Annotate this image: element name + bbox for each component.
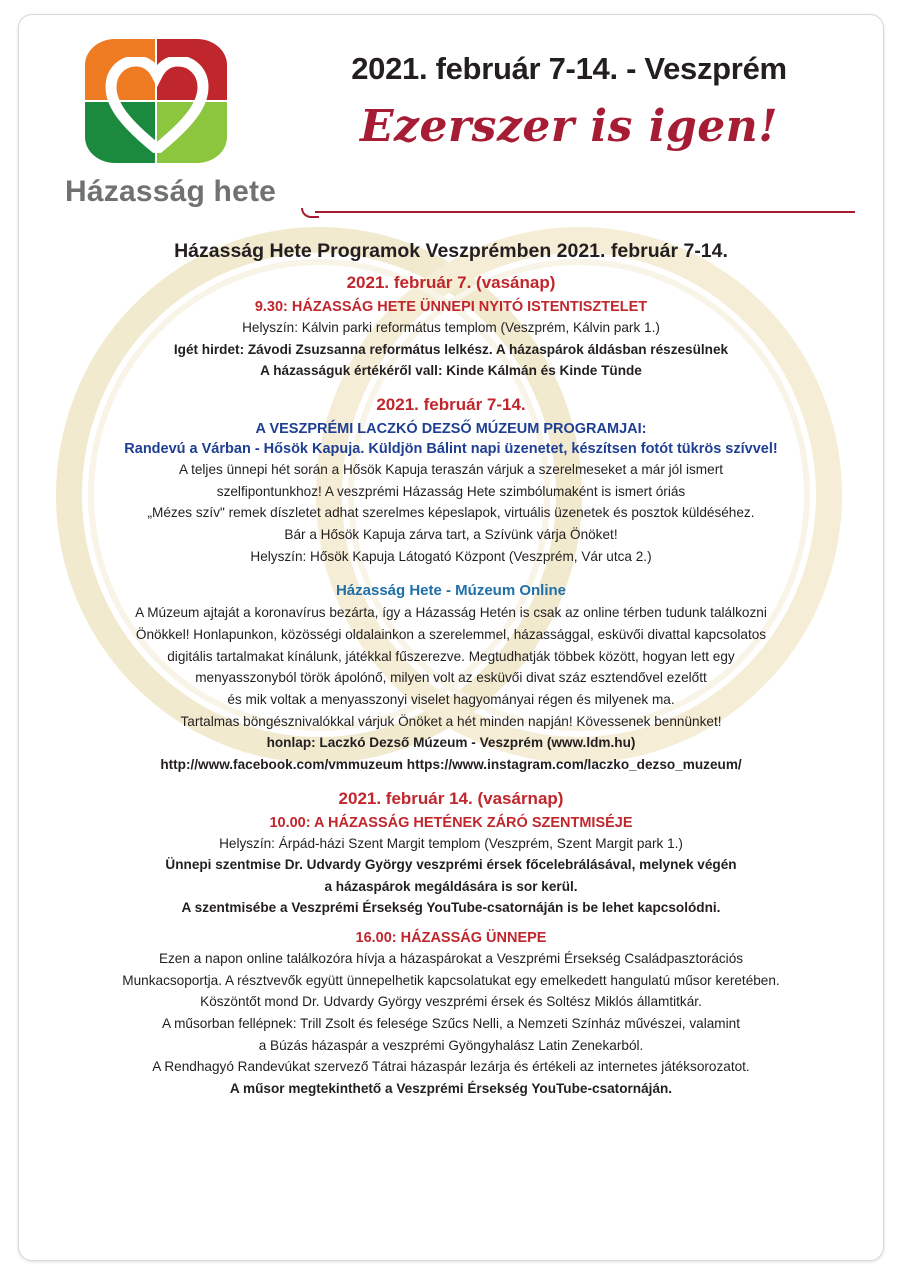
section-day-heading: 2021. február 7. (vasánap) (346, 273, 556, 292)
section-line: A Múzeum ajtaját a koronavírus bezárta, így a Házasság Hetén is csak az online térben tudunk találkozni (135, 605, 767, 621)
section-line: http://www.facebook.com/vmmuzeum https://www.instagram.com/laczko_dezso_muzeum/ (160, 756, 742, 772)
poster-content (19, 220, 883, 1117)
section-heading: Házasság Hete - Múzeum Online (335, 582, 567, 600)
section-heading: 9.30: HÁZASSÁG HETE ÜNNEPI NYITÓ ISTENTISZTELET (254, 299, 648, 315)
section-line: Igét hirdet: Závodi Zsuzsanna református lelkész. A házaspárok áldásban részesülnek (173, 341, 729, 357)
section-line: A teljes ünnepi hét során a Hősök Kapuja teraszán várjuk a szerelmeseket a már jól ismert (178, 461, 723, 477)
section-line: A házasságuk értékéről vall: Kinde Kálmán és Kinde Tünde (260, 363, 642, 379)
section-line: digitális tartalmakat kínálunk, játékkal fűszerezve. Megtudhatják többek között, hogyan lett egy (167, 648, 735, 664)
section-line: Bár a Hősök Kapuja zárva tart, a Szívünk várja Önöket! (284, 526, 618, 542)
program-sections (49, 273, 853, 1107)
section-line: A műsor megtekinthető a Veszprémi Érsekség YouTube-csatornáján. (229, 1081, 673, 1097)
poster-slogan: Ezerszer is igen! (359, 101, 779, 152)
brand-logo (57, 39, 307, 209)
section-day-heading: 2021. február 7-14. (376, 394, 526, 414)
section-spacer (49, 1101, 853, 1107)
program-section (49, 273, 853, 389)
section-line: és mik voltak a menyasszonyi viselet hagyományai régen és milyenek ma. (227, 691, 675, 707)
section-line: Önökkel! Honlapunkon, közösségi oldalainkon a szerelemmel, házassággal, esküvői divattal kapcsolatos (135, 626, 767, 642)
heart-icon (105, 57, 209, 153)
section-line: Köszöntőt mond Dr. Udvardy György veszprémi érsek és Soltész Miklós államtitkár. (200, 994, 702, 1010)
poster-date-title: 2021. február 7-14. - Veszprém (351, 51, 787, 86)
poster-header (19, 15, 883, 220)
program-section (49, 395, 853, 574)
section-line: Tartalmas böngésznivalókkal várjuk Önöket a hét minden napján! Kövessenek bennünket! (180, 713, 722, 729)
brand-wordmark: Házasság hete (65, 175, 277, 208)
section-line: A Rendhagyó Randevúkat szervező Tátrai házaspár lezárja és értékeli az internetes játéksorozatot. (152, 1059, 750, 1075)
section-line: Helyszín: Árpád-házi Szent Margit templom (Veszprém, Szent Margit park 1.) (219, 835, 683, 851)
section-line: szelfipontunkhoz! A veszprémi Házasság Hete szimbólumaként is ismert óriás (216, 483, 686, 499)
poster-page (18, 14, 884, 1261)
program-section (49, 930, 853, 1107)
section-line: A szentmisébe a Veszprémi Érsekség YouTube-csatornáján is be lehet kapcsolódni. (181, 900, 721, 916)
section-line: Munkacsoportja. A résztvevők együtt ünnepelhetik kapcsolatukat egy emelkedett hangulatú műsor keretében. (122, 972, 780, 988)
program-section (49, 789, 853, 927)
section-line: honlap: Laczkó Dezső Múzeum - Veszprém (www.ldm.hu) (266, 735, 636, 751)
section-spacer (49, 920, 853, 926)
section-spacer (49, 777, 853, 783)
four-square-heart-logo-icon (85, 39, 235, 167)
section-line: Helyszín: Kálvin parki református templom (Veszprém, Kálvin park 1.) (242, 320, 660, 335)
section-heading: 16.00: HÁZASSÁG ÜNNEPE (355, 930, 547, 947)
program-section (49, 582, 853, 782)
section-line: Ünnepi szentmise Dr. Udvardy György veszprémi érsek főcelebrálásával, melynek végén (165, 857, 737, 873)
section-day-heading: 2021. február 14. (vasárnap) (338, 788, 564, 808)
header-divider (315, 211, 855, 213)
section-line: Ezen a napon online találkozóra hívja a házaspárokat a Veszprémi Érsekség Családpasztorációs (158, 951, 744, 967)
section-line: „Mézes szív" remek díszletet adhat szerelmes képeslapok, virtuális üzenetek és posztok küldéséhez. (147, 505, 755, 521)
section-heading: 10.00: A HÁZASSÁG HETÉNEK ZÁRÓ SZENTMISÉJE (269, 814, 633, 831)
section-line: a Búzás házaspár a veszprémi Gyöngyhalász Latin Zenekarból. (258, 1037, 644, 1053)
section-heading: A VESZPRÉMI LACZKÓ DEZSŐ MÚZEUM PROGRAMJAI: (255, 420, 647, 437)
section-line: menyasszonyból török ápolónő, milyen volt az esküvői divat száz esztendővel ezelőtt (195, 670, 707, 686)
section-line: A műsorban fellépnek: Trill Zsolt és felesége Szűcs Nelli, a Nemzeti Színház művészei, valamint (162, 1016, 740, 1032)
section-subheading: Randevú a Várban - Hősök Kapuja. Küldjön Bálint napi üzenetet, készítsen fotót tükrös szívvel! (124, 440, 778, 457)
section-line: a házaspárok megáldására is sor kerül. (324, 878, 578, 894)
section-spacer (49, 568, 853, 574)
title-block (291, 51, 847, 152)
page-title: Házasság Hete Programok Veszprémben 2021. február 7-14. (174, 240, 728, 262)
section-spacer (49, 383, 853, 389)
section-line: Helyszín: Hősök Kapuja Látogató Központ (Veszprém, Vár utca 2.) (250, 548, 652, 564)
